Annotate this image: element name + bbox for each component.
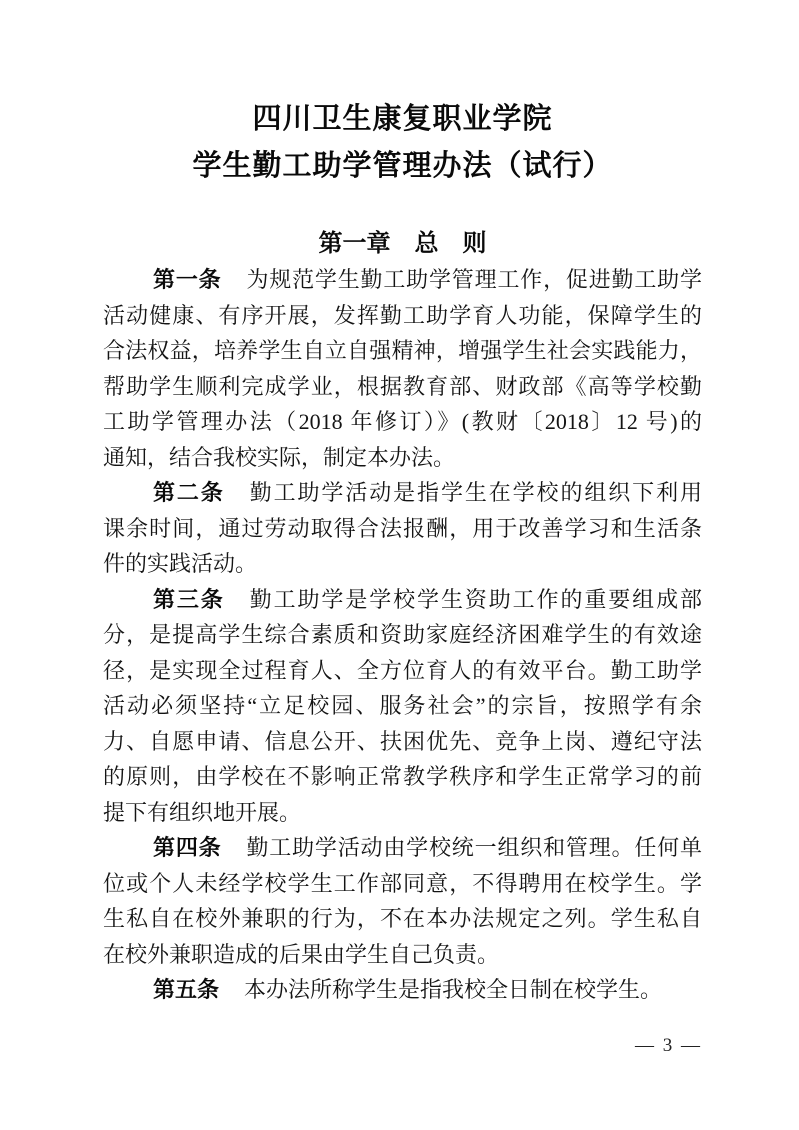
article-label: 第一条 bbox=[153, 267, 222, 292]
body-line: 力、自愿申请、信息公开、扶困优先、竞争上岗、遵纪守法 bbox=[103, 728, 702, 754]
body-line-text: 本办法所称学生是指我校全日制在校学生。 bbox=[244, 977, 663, 1002]
body-line: 帮助学生顺利完成学业，根据教育部、财政部《高等学校勤 bbox=[103, 373, 702, 399]
body-line bbox=[103, 582, 702, 618]
page-number: — 3 — bbox=[635, 1034, 702, 1056]
body-line bbox=[103, 830, 702, 866]
body-line: 的原则，由学校在不影响正常教学秩序和学生正常学习的前 bbox=[103, 764, 702, 789]
body-line: 在校外兼职造成的后果由学生自己负责。 bbox=[103, 941, 500, 967]
body-line: 通知，结合我校实际，制定本办法。 bbox=[103, 444, 456, 470]
article-label: 第三条 bbox=[153, 586, 225, 612]
body-line-text: 为规范学生勤工助学管理工作，促进勤工助学 bbox=[246, 267, 702, 292]
body-line: 径，是实现全过程育人、全方位育人的有效平台。勤工助学 bbox=[103, 657, 702, 683]
body-line: 合法权益，培养学生自立自强精神，增强学生社会实践能力， bbox=[103, 338, 702, 363]
body-line bbox=[103, 262, 702, 298]
body-line bbox=[103, 475, 702, 511]
body-line: 位或个人未经学校学生工作部同意，不得聘用在校学生。学 bbox=[103, 870, 702, 896]
body-line: 活动健康、有序开展，发挥勤工助学育人功能，保障学生的 bbox=[103, 302, 702, 328]
body-line-text: 勤工助学是学校学生资助工作的重要组成部 bbox=[249, 586, 702, 612]
article-label: 第二条 bbox=[153, 480, 225, 505]
body-line-text: 勤工助学活动由学校统一组织和管理。任何单 bbox=[246, 835, 702, 860]
article-label: 第四条 bbox=[153, 835, 222, 860]
body-line-text: 勤工助学活动是指学生在学校的组织下利用 bbox=[249, 480, 702, 505]
body-line: 生私自在校外兼职的行为，不在本办法规定之列。学生私自 bbox=[103, 906, 702, 931]
article-label: 第五条 bbox=[153, 977, 220, 1002]
body-line bbox=[103, 972, 702, 1008]
body-line: 分，是提高学生综合素质和资助家庭经济困难学生的有效途 bbox=[103, 622, 702, 647]
chapter-heading: 第一章 总 则 bbox=[318, 230, 487, 257]
body-line: 课余时间，通过劳动取得合法报酬，用于改善学习和生活条 bbox=[103, 515, 702, 541]
body-line: 件的实践活动。 bbox=[103, 551, 258, 576]
body-line: 提下有组织地开展。 bbox=[103, 799, 302, 825]
document-body bbox=[103, 262, 702, 1008]
document-title-line2: 学生勤工助学管理办法（试行） bbox=[192, 150, 613, 182]
body-line: 活动必须坚持“立足校园、服务社会”的宗旨，按照学有余 bbox=[103, 693, 702, 718]
document-title-line1: 四川卫生康复职业学院 bbox=[252, 103, 553, 135]
body-line: 工助学管理办法（2018 年修订）》(教财〔2018〕12 号)的 bbox=[103, 409, 702, 434]
